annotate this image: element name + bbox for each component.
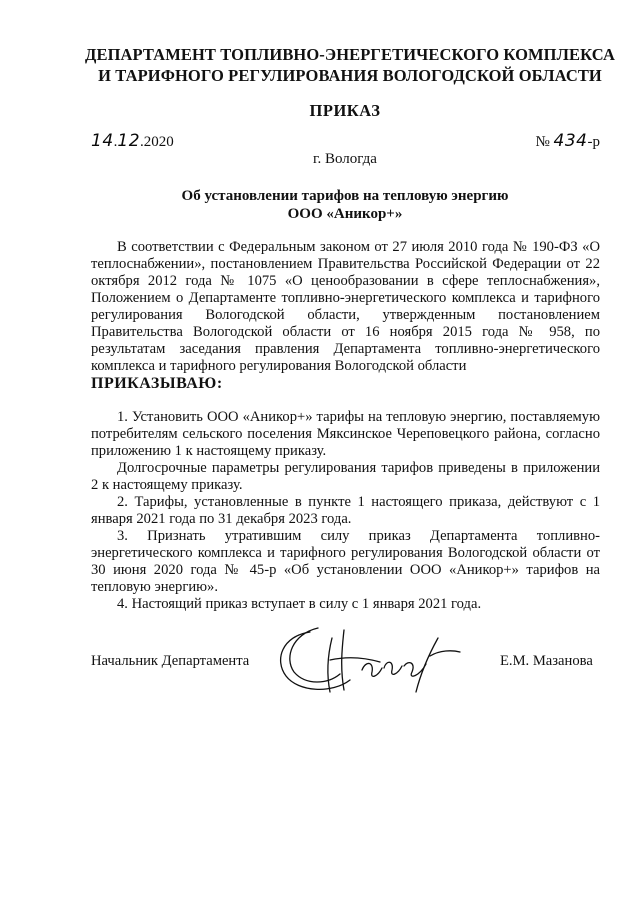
subject-line-1: Об установлении тарифов на тепловую энергию bbox=[181, 188, 509, 204]
order-number bbox=[535, 131, 600, 151]
preamble bbox=[91, 239, 600, 375]
number-prefix: № bbox=[535, 134, 550, 150]
department-header bbox=[60, 44, 640, 86]
order-subject bbox=[0, 187, 640, 223]
signatory-name: Е.М. Мазанова bbox=[500, 653, 593, 669]
date-day: 14 bbox=[91, 131, 114, 151]
item-1-params: Долгосрочные параметры регулирования тарифов приведены в приложении 2 к настоящему приказу. bbox=[91, 460, 600, 493]
city: г. Вологда bbox=[313, 151, 377, 167]
signatory-position: Начальник Департамента bbox=[91, 653, 250, 669]
number-value: 434 bbox=[553, 131, 588, 151]
item-1: 1. Установить ООО «Аникор+» тарифы на тепловую энергию, поставляемую потребителям сельского поселения Мяксинское Череповецкого района, согласно приложению 1 к настоящему приказу. bbox=[91, 409, 600, 459]
item-4: 4. Настоящий приказ вступает в силу с 1 января 2021 года. bbox=[117, 596, 482, 612]
order-items bbox=[91, 409, 600, 613]
handwritten-signature bbox=[270, 620, 480, 700]
decree-word: ПРИКАЗЫВАЮ: bbox=[91, 375, 223, 392]
date-separator: . bbox=[113, 134, 118, 150]
order-date bbox=[91, 131, 174, 151]
document-type: ПРИКАЗ bbox=[309, 101, 381, 120]
date-month: 12 bbox=[117, 131, 141, 151]
date-year: .2020 bbox=[140, 134, 174, 150]
department-line-2: И ТАРИФНОГО РЕГУЛИРОВАНИЯ ВОЛОГОДСКОЙ ОБЛАСТИ bbox=[98, 66, 602, 85]
number-suffix: -р bbox=[587, 134, 600, 150]
subject-line-2: ООО «Аникор+» bbox=[287, 206, 403, 222]
department-line-1: ДЕПАРТАМЕНТ ТОПЛИВНО-ЭНЕРГЕТИЧЕСКОГО КОМПЛЕКСА bbox=[85, 45, 615, 64]
item-2: 2. Тарифы, установленные в пункте 1 настоящего приказа, действуют с 1 января 2021 года по 31 декабря 2023 года. bbox=[91, 494, 600, 527]
item-3: 3. Признать утратившим силу приказ Департамента топливно-энергетического комплекса и тарифного регулирования Вологодской области от 30 июня 2020 года № 45-р «Об установлении ООО «Аникор+» тарифов на тепловую энергию». bbox=[91, 528, 600, 595]
preamble-text: В соответствии с Федеральным законом от 27 июля 2010 года № 190-ФЗ «О теплоснабжении», постановлением Правительства Российской Федерации от 22 октября 2012 года № 1075 «О ценообразовании в сфере теплоснабжения», Положением о Департаменте топливно-энергетического комплекса и тарифного регулирования Вологодской области, утвержденным постановлением Правительства Вологодской области от 16 ноября 2015 года № 958, по результатам заседания правления Департамента топливно-энергетического комплекса и тарифного регулирования Вологодской области bbox=[91, 239, 600, 374]
